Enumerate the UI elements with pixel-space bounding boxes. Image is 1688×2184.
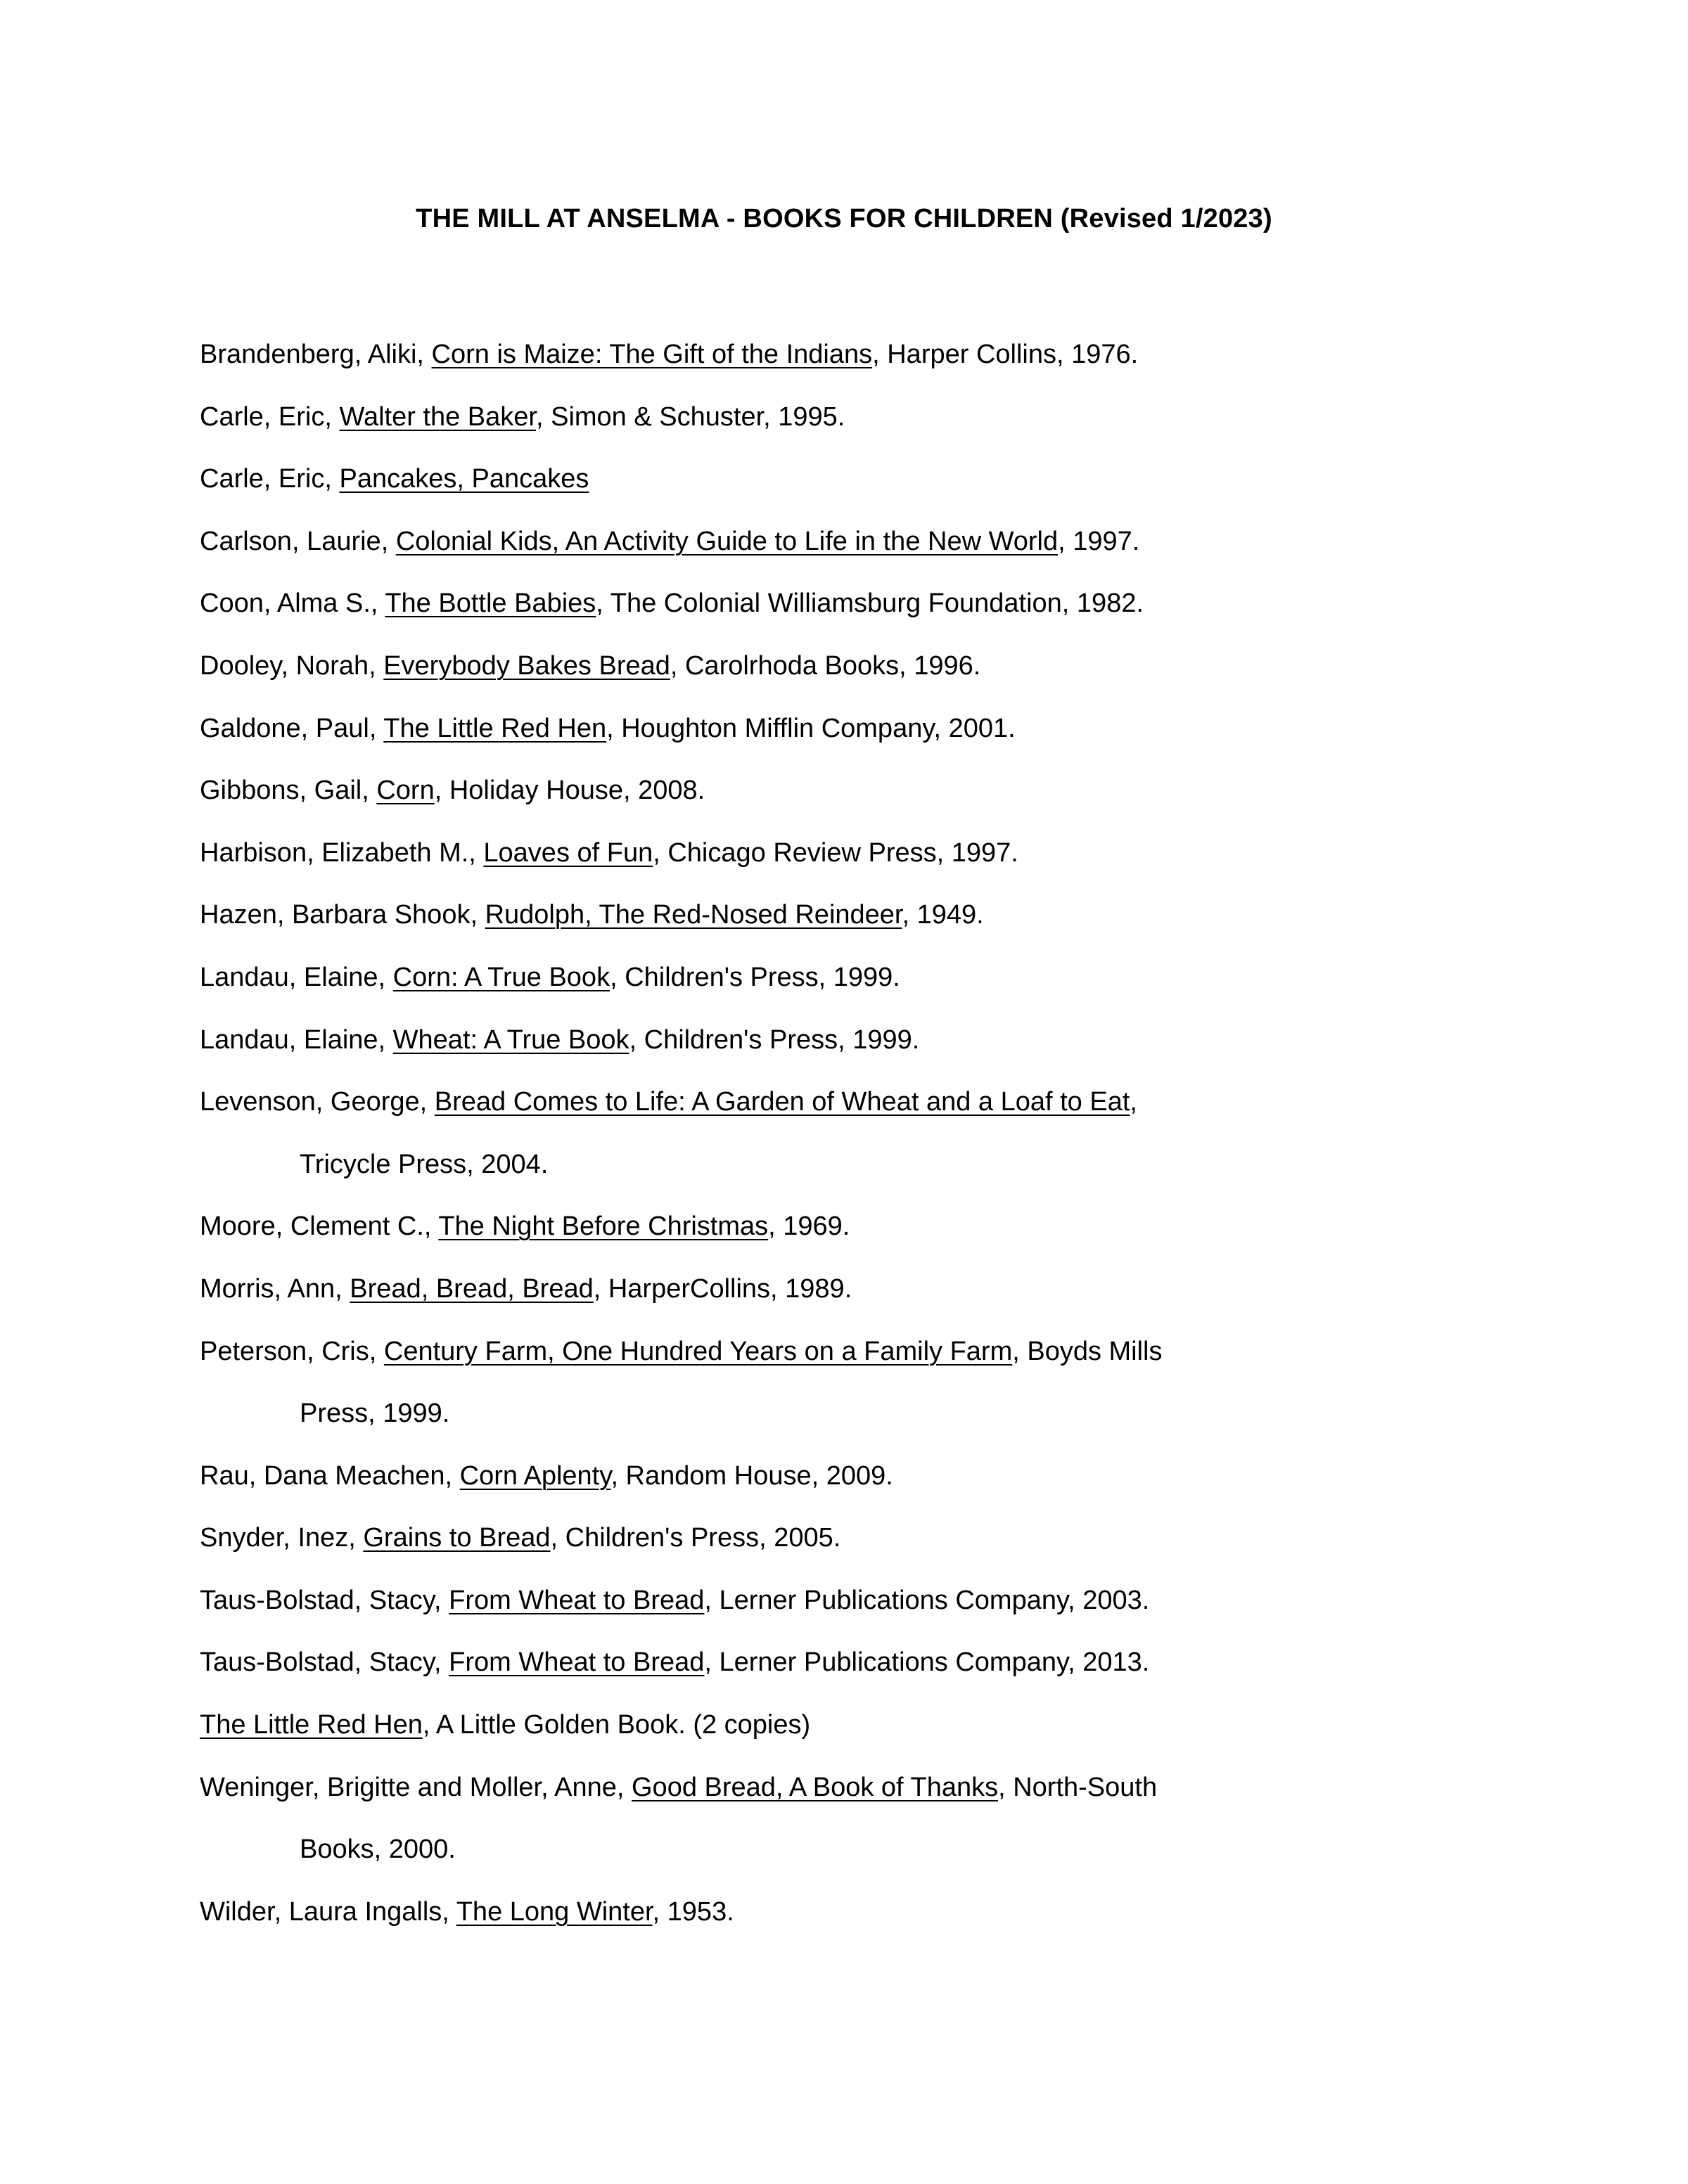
entry-book-title: Colonial Kids, An Activity Guide to Life in the New World bbox=[395, 526, 1059, 556]
entry-author: Morris, Ann, bbox=[200, 1273, 350, 1304]
entry-publisher: , Lerner Publications Company, 2003. bbox=[704, 1585, 1150, 1615]
entry-book-title: The Bottle Babies bbox=[385, 589, 596, 619]
entry-author: Dooley, Norah, bbox=[200, 650, 384, 681]
entry-book-title: From Wheat to Bread bbox=[449, 1647, 705, 1678]
entry-publisher: , 1953. bbox=[652, 1896, 734, 1927]
bibliography-entry bbox=[200, 1071, 1536, 1195]
entry-book-title: Bread, Bread, Bread bbox=[350, 1273, 594, 1304]
entry-author: Landau, Elaine, bbox=[200, 962, 393, 992]
entry-publisher: , Holiday House, 2008. bbox=[434, 776, 705, 806]
entry-book-title: Corn bbox=[376, 776, 435, 806]
entry-continuation: Books, 2000. bbox=[300, 1835, 456, 1865]
entry-book-title: Grains to Bread bbox=[363, 1523, 551, 1553]
entry-book-title: Loaves of Fun bbox=[483, 837, 653, 868]
entry-publisher: , Harper Collins, 1976. bbox=[872, 340, 1139, 369]
entry-publisher: , 1969. bbox=[768, 1212, 850, 1242]
entry-book-title: Bread Comes to Life: A Garden of Wheat and a Loaf to Eat bbox=[434, 1087, 1130, 1117]
bibliography-entry bbox=[200, 884, 1536, 946]
entry-publisher: , Children's Press, 1999. bbox=[629, 1024, 920, 1055]
entry-author: Levenson, George, bbox=[200, 1087, 435, 1117]
entry-publisher: , 1997. bbox=[1058, 526, 1140, 556]
bibliography-entry bbox=[200, 1445, 1536, 1508]
entry-publisher: , Houghton Mifflin Company, 2001. bbox=[606, 713, 1016, 743]
bibliography-entry bbox=[200, 946, 1536, 1009]
entry-author: Wilder, Laura Ingalls, bbox=[200, 1896, 456, 1927]
entry-publisher: , bbox=[1130, 1087, 1137, 1117]
bibliography-entry bbox=[200, 635, 1536, 698]
bibliography-entry bbox=[200, 698, 1536, 760]
bibliography-entry bbox=[200, 1507, 1536, 1569]
entry-continuation: Press, 1999. bbox=[300, 1399, 450, 1429]
entry-author: Rau, Dana Meachen, bbox=[200, 1460, 460, 1491]
bibliography-entry bbox=[200, 1258, 1536, 1321]
entry-book-title: The Little Red Hen bbox=[200, 1710, 423, 1740]
entry-publisher: , 1949. bbox=[902, 900, 984, 930]
entry-author: Coon, Alma S., bbox=[200, 589, 385, 619]
entry-author: Carle, Eric, bbox=[200, 402, 340, 432]
bibliography-entry bbox=[200, 1009, 1536, 1072]
bibliography-entry bbox=[200, 572, 1536, 635]
entry-publisher: , A Little Golden Book. (2 copies) bbox=[422, 1710, 811, 1740]
entry-book-title: Corn: A True Book bbox=[392, 962, 610, 992]
entry-publisher: , HarperCollins, 1989. bbox=[593, 1273, 852, 1304]
entry-book-title: Walter the Baker bbox=[339, 402, 536, 432]
entry-author: Taus-Bolstad, Stacy, bbox=[200, 1585, 449, 1615]
entry-book-title: Corn is Maize: The Gift of the Indians bbox=[431, 340, 873, 369]
entry-publisher: , Random House, 2009. bbox=[610, 1460, 893, 1491]
entry-author: Carlson, Laurie, bbox=[200, 526, 396, 556]
entry-author: Harbison, Elizabeth M., bbox=[200, 837, 484, 868]
bibliography-entry bbox=[200, 386, 1536, 449]
bibliography-list bbox=[200, 323, 1536, 1943]
bibliography-entry bbox=[200, 1756, 1536, 1881]
entry-author: Brandenberg, Aliki, bbox=[200, 340, 432, 369]
entry-book-title: Pancakes, Pancakes bbox=[339, 464, 589, 494]
entry-author: Taus-Bolstad, Stacy, bbox=[200, 1647, 449, 1678]
entry-publisher: , Boyds Mills bbox=[1012, 1336, 1163, 1366]
entry-book-title: Everybody Bakes Bread bbox=[383, 650, 670, 681]
entry-publisher: , The Colonial Williamsburg Foundation, 1982. bbox=[596, 589, 1144, 619]
entry-publisher: , Chicago Review Press, 1997. bbox=[653, 837, 1018, 868]
entry-author: Weninger, Brigitte and Moller, Anne, bbox=[200, 1772, 632, 1802]
entry-author: Moore, Clement C., bbox=[200, 1212, 439, 1242]
bibliography-entry bbox=[200, 1631, 1536, 1694]
entry-publisher: , Carolrhoda Books, 1996. bbox=[670, 650, 981, 681]
bibliography-entry bbox=[200, 759, 1536, 822]
bibliography-entry bbox=[200, 1195, 1536, 1258]
bibliography-entry bbox=[200, 1321, 1536, 1445]
bibliography-entry bbox=[200, 1694, 1536, 1756]
entry-author: Galdone, Paul, bbox=[200, 713, 384, 743]
bibliography-entry bbox=[200, 448, 1536, 510]
page-title: THE MILL AT ANSELMA - BOOKS FOR CHILDREN (Revised 1/2023) bbox=[416, 204, 1272, 233]
entry-book-title: Wheat: A True Book bbox=[392, 1024, 629, 1055]
entry-author: Snyder, Inez, bbox=[200, 1523, 364, 1553]
entry-book-title: Corn Aplenty bbox=[459, 1460, 611, 1491]
entry-author: Peterson, Cris, bbox=[200, 1336, 384, 1366]
entry-publisher: , North-South bbox=[998, 1772, 1158, 1802]
bibliography-entry bbox=[200, 1569, 1536, 1632]
entry-publisher: , Children's Press, 2005. bbox=[550, 1523, 841, 1553]
entry-book-title: From Wheat to Bread bbox=[449, 1585, 705, 1615]
entry-book-title: The Little Red Hen bbox=[383, 713, 607, 743]
entry-publisher: , Simon & Schuster, 1995. bbox=[535, 402, 845, 432]
entry-publisher: , Lerner Publications Company, 2013. bbox=[704, 1647, 1150, 1678]
bibliography-entry bbox=[200, 323, 1536, 386]
bibliography-entry bbox=[200, 1881, 1536, 1944]
bibliography-entry bbox=[200, 822, 1536, 885]
entry-author: Hazen, Barbara Shook, bbox=[200, 900, 485, 930]
entry-book-title: The Night Before Christmas bbox=[438, 1212, 769, 1242]
entry-author: Carle, Eric, bbox=[200, 464, 340, 494]
entry-book-title: Century Farm, One Hundred Years on a Family Farm bbox=[383, 1336, 1013, 1366]
entry-author: Gibbons, Gail, bbox=[200, 776, 377, 806]
entry-continuation: Tricycle Press, 2004. bbox=[300, 1149, 549, 1179]
entry-book-title: Good Bread, A Book of Thanks bbox=[632, 1772, 999, 1802]
bibliography-entry bbox=[200, 510, 1536, 573]
entry-author: Landau, Elaine, bbox=[200, 1024, 393, 1055]
entry-book-title: Rudolph, The Red-Nosed Reindeer bbox=[485, 900, 902, 930]
entry-publisher: , Children's Press, 1999. bbox=[610, 962, 900, 992]
entry-book-title: The Long Winter bbox=[456, 1896, 653, 1927]
